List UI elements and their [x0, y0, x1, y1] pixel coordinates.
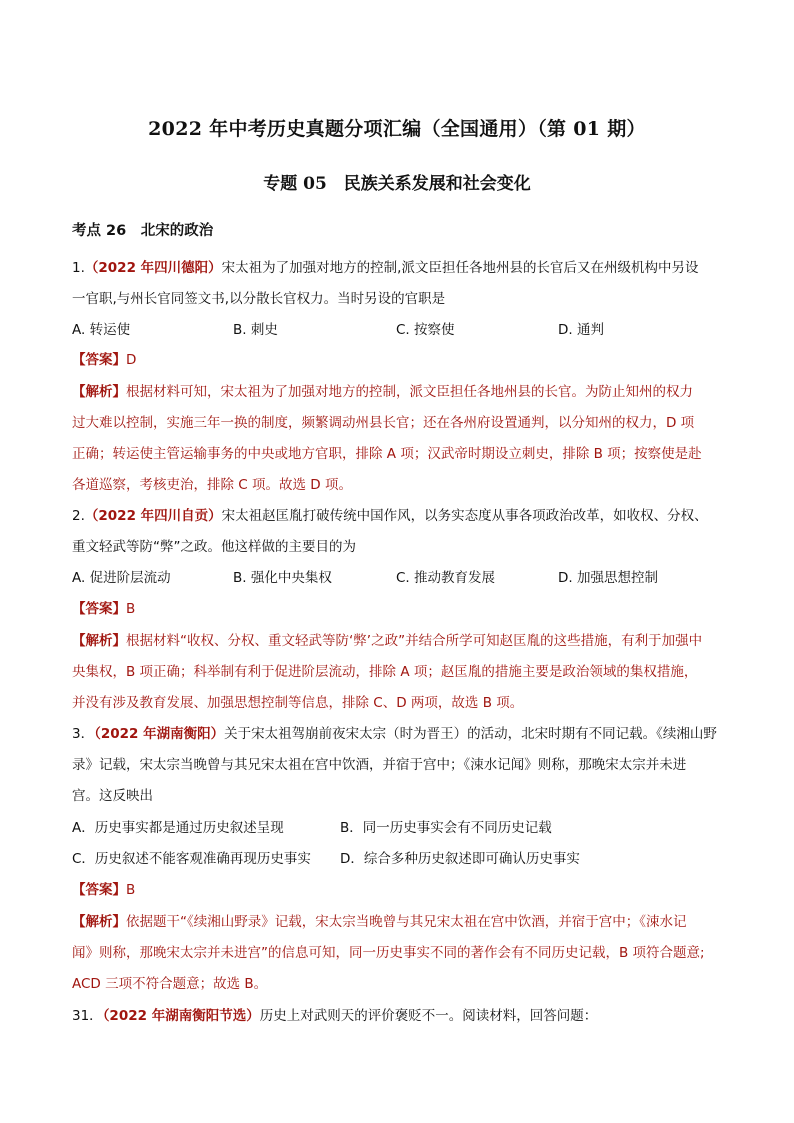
- q3-stem-line-3: 宫。这反映出: [72, 788, 153, 804]
- q31-stem-text-1: 历史上对武则天的评价褒贬不一。阅读材料，回答问题：: [259, 1008, 598, 1024]
- q3-analysis-label: 【解析】: [72, 914, 126, 930]
- q2-option-d: D. 加强思想控制: [558, 570, 658, 586]
- q3-option-a: A．历史事实都是通过历史叙述呈现: [72, 820, 284, 836]
- q1-analysis-line-1: [72, 382, 693, 402]
- q1-analysis-line-3: 正确；转运使主管运输事务的中央或地方官职，排除 A 项；汉武帝时期设立刺史，排除 B 项；按察使是赴: [72, 446, 702, 462]
- q1-answer: [72, 350, 136, 370]
- q1-option-d: D. 通判: [558, 322, 604, 338]
- topic-heading: 考点 26 北宋的政治: [72, 223, 214, 239]
- q2-stem-line-2: 重文轻武等防“弊”之政。他这样做的主要目的为: [72, 539, 356, 555]
- q1-answer-label: 【答案】: [72, 352, 126, 368]
- q2-analysis-label: 【解析】: [72, 633, 126, 649]
- q1-option-b: B. 刺史: [233, 322, 278, 338]
- q31-number: 31．: [72, 1008, 103, 1024]
- q3-stem-text-1: 关于宋太祖驾崩前夜宋太宗（时为晋王）的活动，北宋时期有不同记载。《续湘山野: [224, 726, 717, 742]
- q3-source: （2022 年湖南衡阳）: [94, 726, 225, 742]
- q2-analysis-line-2: 央集权，B 项正确；科举制有利于促进阶层流动，排除 A 项；赵匡胤的措施主要是政治领域的集权措施，: [72, 664, 698, 680]
- page-title: 2022 年中考历史真题分项汇编（全国通用）（第 01 期）: [148, 118, 646, 140]
- page-subtitle: 专题 05 民族关系发展和社会变化: [263, 174, 531, 194]
- q3-answer-value: B: [126, 882, 136, 898]
- q2-stem-text-1: 宋太祖赵匡胤打破传统中国作风，以务实态度从事各项政治改革，如收权、分权、: [221, 508, 708, 524]
- q1-number: 1.: [72, 260, 85, 276]
- q3-option-b: B．同一历史事实会有不同历史记载: [340, 820, 552, 836]
- q2-option-b: B. 强化中央集权: [233, 570, 332, 586]
- q2-number: 2.: [72, 508, 85, 524]
- q2-analysis-text-1: 根据材料“收权、分权、重文轻武等防‘弊’之政”并结合所学可知赵匡胤的这些措施，有利于加强中: [126, 633, 703, 649]
- q3-option-c: C．历史叙述不能客观准确再现历史事实: [72, 851, 311, 867]
- q2-answer-label: 【答案】: [72, 601, 126, 617]
- q1-analysis-text-1: 根据材料可知，宋太祖为了加强对地方的控制，派文臣担任各地州县的长官。为防止知州的权力: [126, 384, 693, 400]
- q3-option-d: D．综合多种历史叙述即可确认历史事实: [340, 851, 580, 867]
- q3-analysis-line-1: [72, 912, 687, 932]
- q1-answer-value: D: [126, 352, 137, 368]
- q1-option-c: C. 按察使: [396, 322, 455, 338]
- q31-stem-line-1: [72, 1006, 597, 1026]
- q3-analysis-text-1: 依据题干“《续湘山野录》记载，宋太宗当晚曾与其兄宋太祖在宫中饮酒，并宿于宫中；《涑水记: [126, 914, 687, 930]
- q3-number: 3．: [72, 726, 95, 742]
- q3-stem-line-1: [72, 724, 717, 744]
- q1-option-a: A. 转运使: [72, 322, 131, 338]
- q2-answer-value: B: [126, 601, 136, 617]
- q3-analysis-line-3: ACD 三项不符合题意；故选 B。: [72, 976, 268, 992]
- q2-analysis-line-1: [72, 631, 702, 651]
- q1-analysis-line-2: 过大难以控制，实施三年一换的制度，频繁调动州县长官；还在各州府设置通判，以分知州的权力，D 项: [72, 415, 695, 431]
- q1-analysis-label: 【解析】: [72, 384, 126, 400]
- q3-stem-line-2: 录》记载，宋太宗当晚曾与其兄宋太祖在宫中饮酒，并宿于宫中；《涑水记闻》则称，那晚宋太宗并未进: [72, 757, 687, 773]
- q3-answer-label: 【答案】: [72, 882, 126, 898]
- q3-analysis-line-2: 闻》则称，那晚宋太宗并未进宫”的信息可知，同一历史事实不同的著作会有不同历史记载，B 项符合题意;: [72, 945, 705, 961]
- q3-answer: [72, 880, 135, 900]
- q1-analysis-line-4: 各道巡察，考核吏治，排除 C 项。故选 D 项。: [72, 477, 352, 493]
- q1-stem-text-1: 宋太祖为了加强对地方的控制,派文臣担任各地州县的长官后又在州级机构中另设: [221, 260, 699, 276]
- q2-option-a: A. 促进阶层流动: [72, 570, 171, 586]
- q1-source: （2022 年四川德阳）: [84, 260, 222, 276]
- q1-stem-line-2: 一官职,与州长官同签文书,以分散长官权力。当时另设的官职是: [72, 291, 446, 307]
- q2-source: （2022 年四川自贡）: [84, 508, 222, 524]
- q2-analysis-line-3: 并没有涉及教育发展、加强思想控制等信息，排除 C、D 两项，故选 B 项。: [72, 695, 524, 711]
- q31-source: （2022 年湖南衡阳节选）: [102, 1008, 260, 1024]
- q2-option-c: C. 推动教育发展: [396, 570, 496, 586]
- q2-stem-line-1: [72, 506, 708, 526]
- q2-answer: [72, 599, 135, 619]
- q1-stem-line-1: [72, 258, 698, 278]
